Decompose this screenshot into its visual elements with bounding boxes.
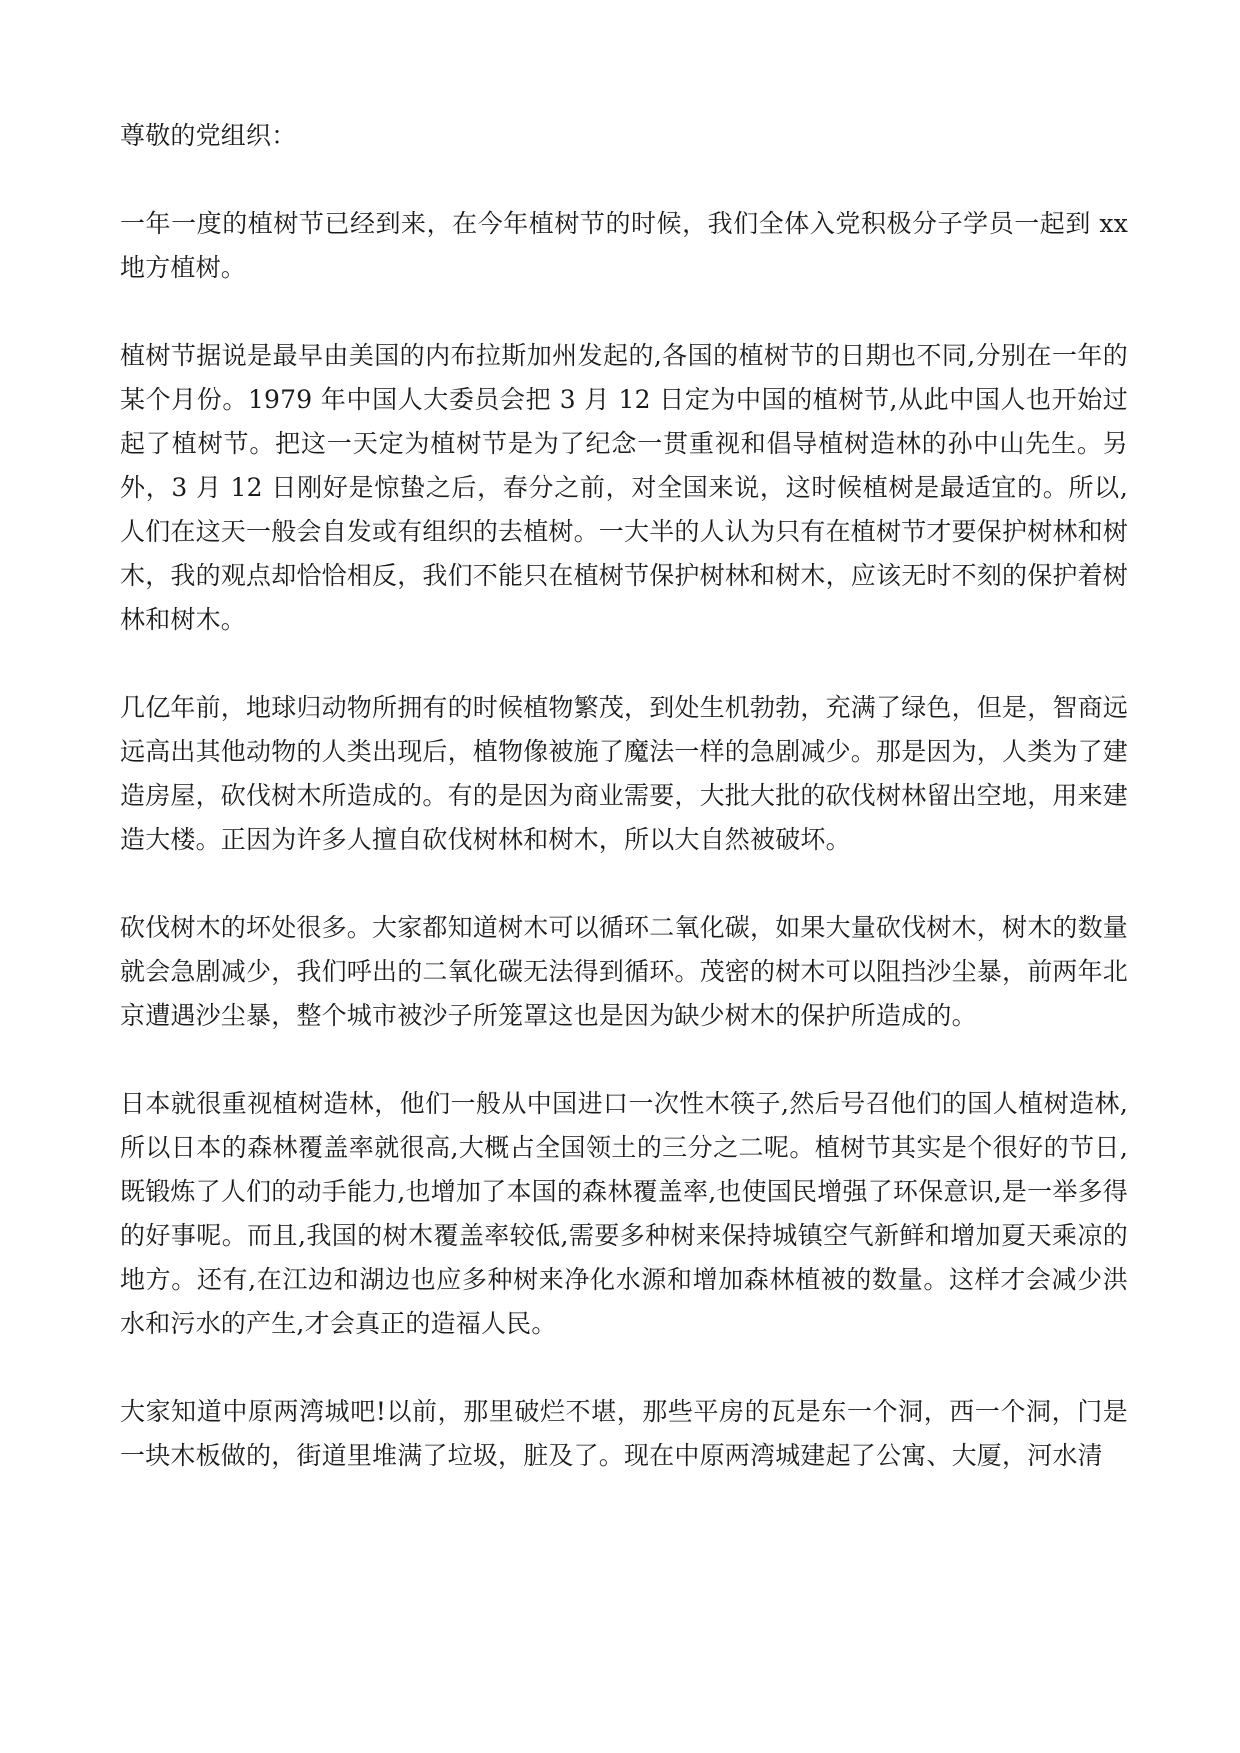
paragraph-japan-afforestation: 日本就很重视植树造林，他们一般从中国进口一次性木筷子,然后号召他们的国人植树造林,所以日本的森林覆盖率就很高,大概占全国领土的三分之二呢。植树节其实是个很好的节日,既锻炼了人们的动手能力,也增加了本国的森林覆盖率,也使国民增强了环保意识,是一举多得的好事呢。而且,我国的树木覆盖率较低,需要多种树来保持城镇空气新鲜和增加夏天乘凉的地方。还有,在江边和湖边也应多种树来净化水源和增加森林植被的数量。这样才会减少洪水和污水的产生,才会真正的造福人民。 <box>120 1089 1128 1338</box>
paragraph-deforestation-history: 几亿年前，地球归动物所拥有的时候植物繁茂，到处生机勃勃，充满了绿色，但是，智商远远高出其他动物的人类出现后，植物像被施了魔法一样的急剧减少。那是因为，人类为了建造房屋，砍伐树木所造成的。有的是因为商业需要，大批大批的砍伐树林留出空地，用来建造大楼。正因为许多人擅自砍伐树林和树木，所以大自然被破坏。 <box>120 693 1129 854</box>
paragraph-zhongyuan-liangwan-city: 大家知道中原两湾城吧!以前，那里破烂不堪，那些平房的瓦是东一个洞，西一个洞，门是一块木板做的，街道里堆满了垃圾，脏及了。现在中原两湾城建起了公寓、大厦，河水清 <box>120 1397 1128 1470</box>
paragraph-tree-planting-trip: 一年一度的植树节已经到来，在今年植树节的时候，我们全体入党积极分子学员一起到 xx 地方植树。 <box>120 209 1128 282</box>
paragraph-arbor-day-origin: 植树节据说是最早由美国的内布拉斯加州发起的,各国的植树节的日期也不同,分别在一年的某个月份。1979 年中国人大委员会把 3 月 12 日定为中国的植树节,从此中国人也开始过起了植树节。把这一天定为植树节是为了纪念一贯重视和倡导植树造林的孙中山先生。另外，3 月 12 日刚好是惊蛰之后，春分之前，对全国来说，这时候植树是最适宜的。所以,人们在这天一般会自发或有组织的去植树。一大半的人认为只有在植树节才要保护树林和树木，我的观点却恰恰相反，我们不能只在植树节保护树林和树木，应该无时不刻的保护着树林和树木。 <box>120 341 1129 634</box>
document-body <box>120 114 1128 1478</box>
paragraph-harm-of-logging: 砍伐树木的坏处很多。大家都知道树木可以循环二氧化碳，如果大量砍伐树木，树木的数量就会急剧减少，我们呼出的二氧化碳无法得到循环。茂密的树木可以阻挡沙尘暴，前两年北京遭遇沙尘暴，整个城市被沙子所笼罩这也是因为缺少树木的保护所造成的。 <box>120 913 1129 1030</box>
salutation: 尊敬的党组织： <box>120 121 297 150</box>
